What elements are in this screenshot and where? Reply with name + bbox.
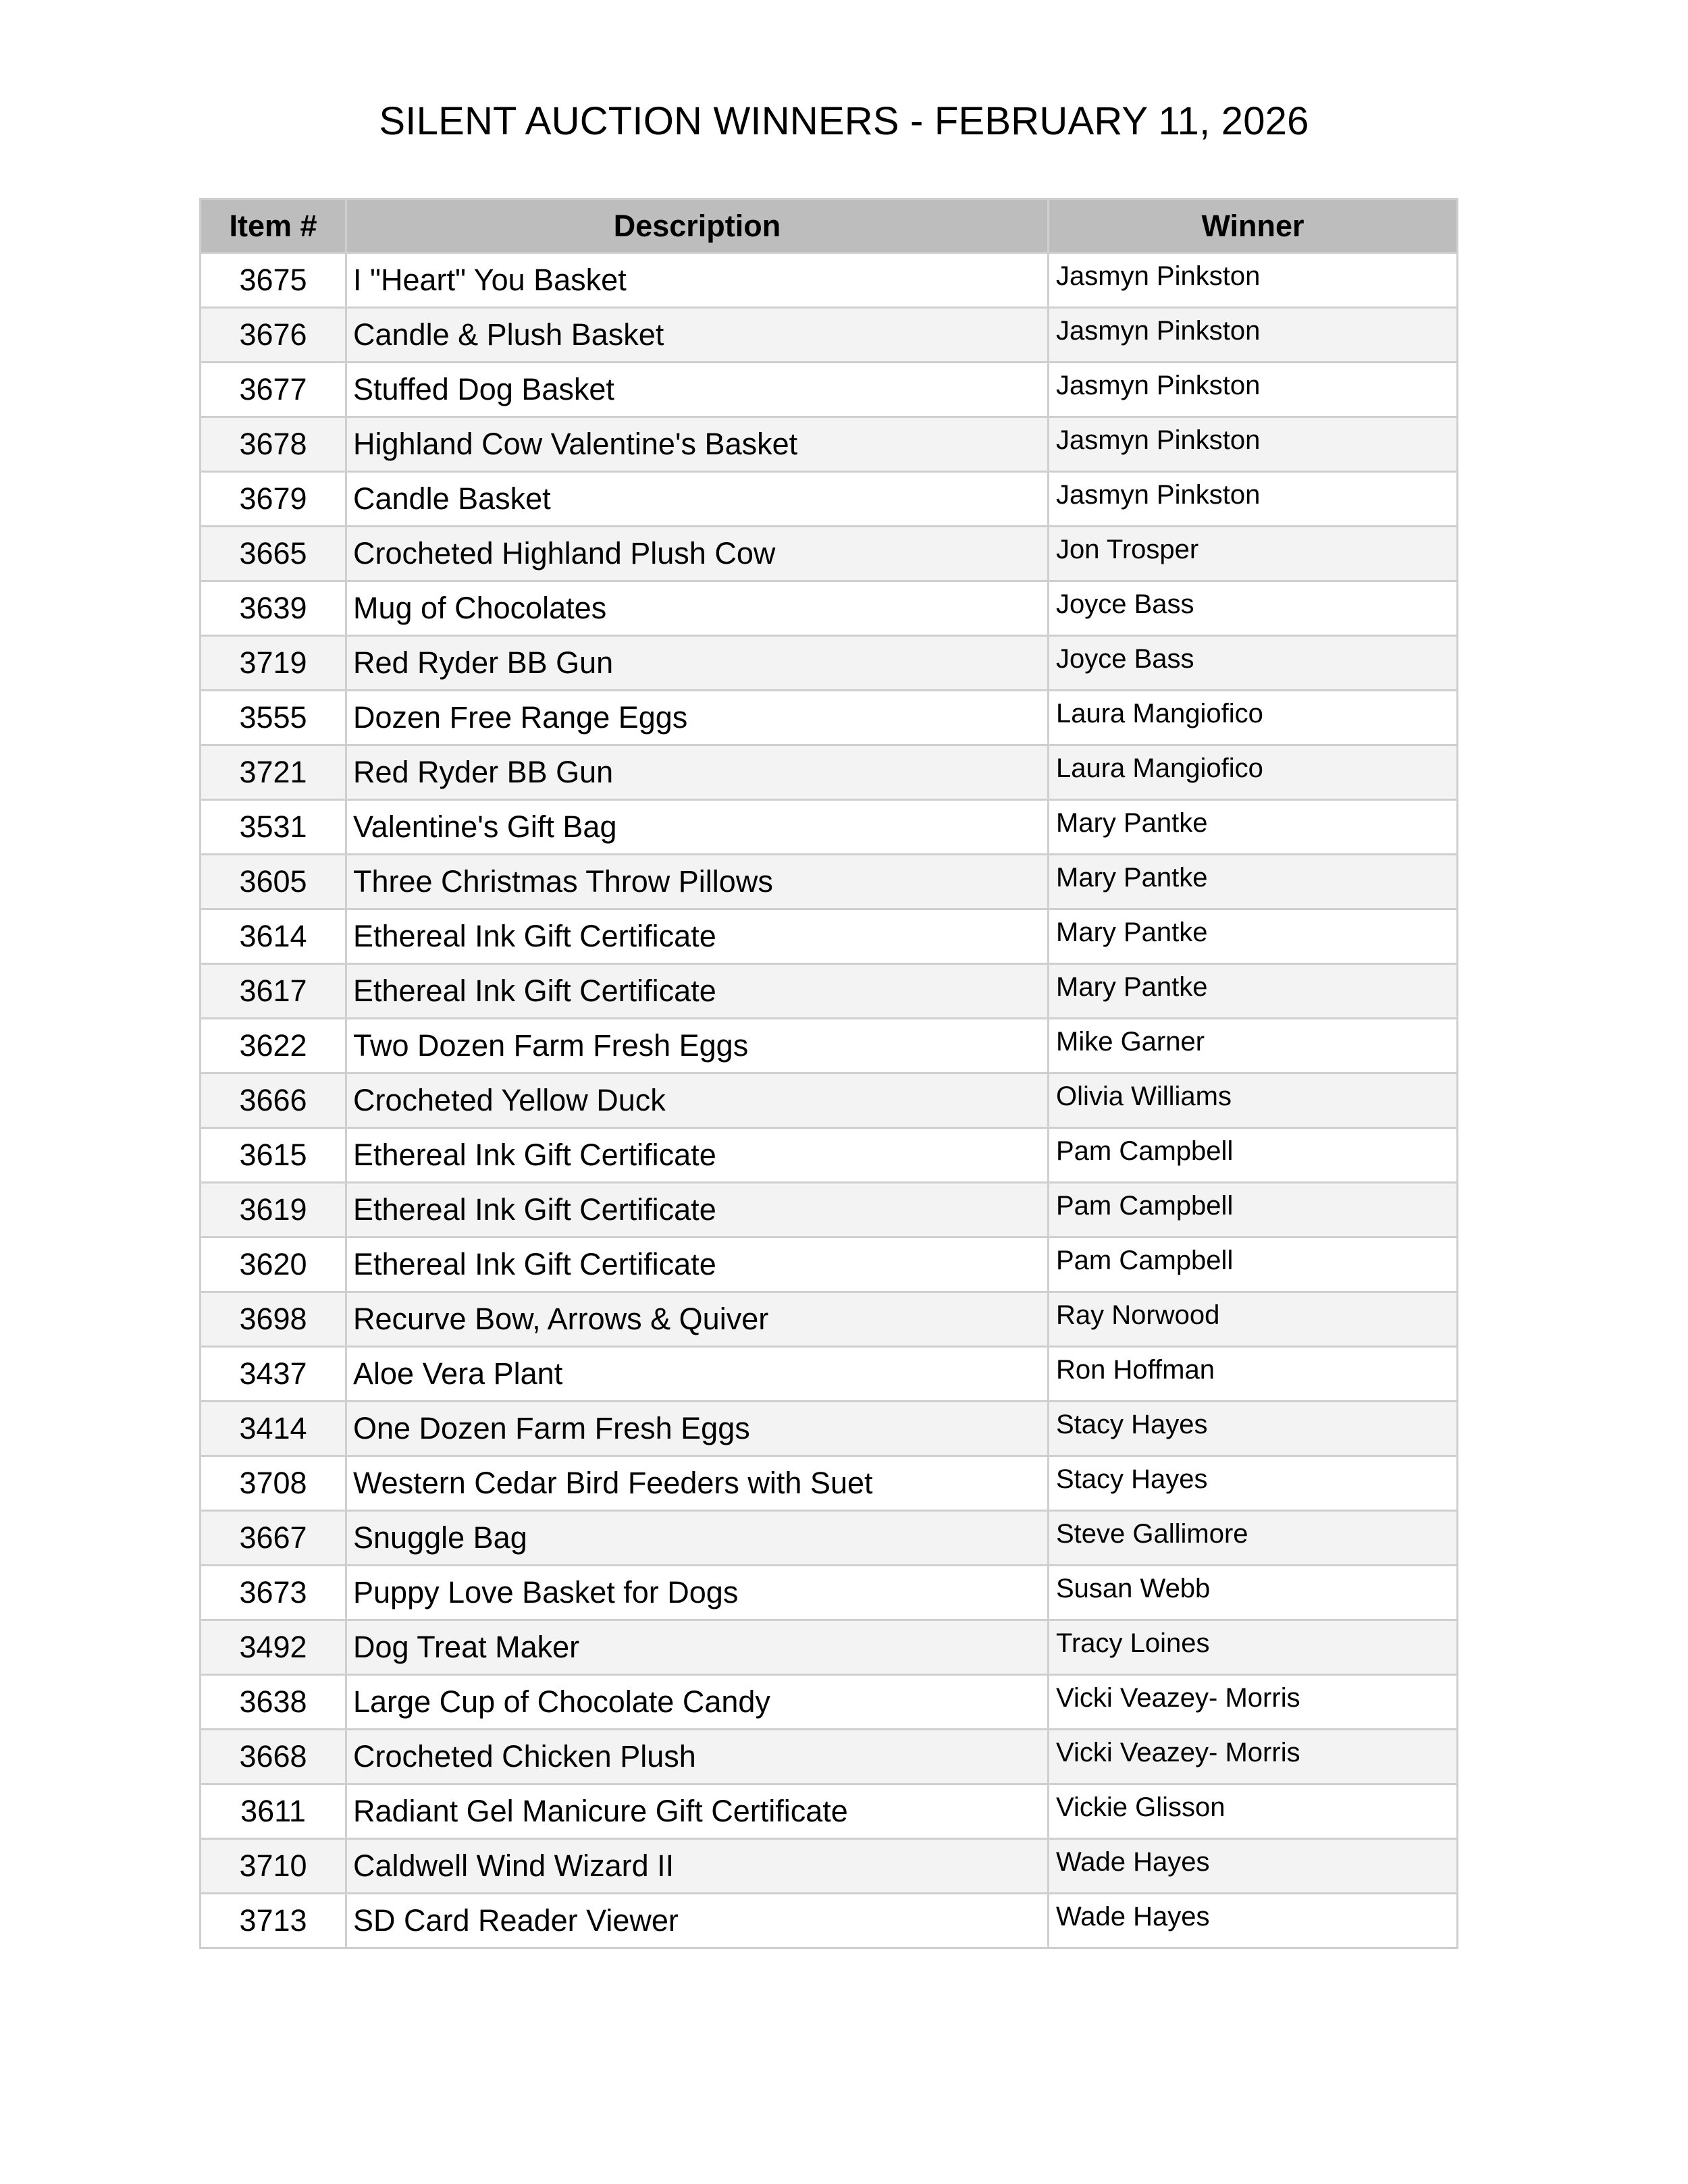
- description-cell: Candle & Plush Basket: [346, 308, 1049, 363]
- winner-name: Mary Pantke: [1056, 862, 1208, 893]
- description-cell: Crocheted Yellow Duck: [346, 1073, 1049, 1128]
- table-row: [201, 1839, 1458, 1894]
- winner-cell: [1049, 745, 1458, 800]
- table-row: [201, 1511, 1458, 1566]
- winner-cell: [1049, 1839, 1458, 1894]
- table-row: [201, 1347, 1458, 1402]
- winner-name: Pam Campbell: [1056, 1245, 1234, 1275]
- item-number-cell: 3667: [201, 1511, 346, 1566]
- winner-name: Olivia Williams: [1056, 1081, 1232, 1111]
- description-cell: Ethereal Ink Gift Certificate: [346, 1237, 1049, 1292]
- item-number-cell: 3710: [201, 1839, 346, 1894]
- description-cell: Mug of Chocolates: [346, 581, 1049, 636]
- table-row: [201, 855, 1458, 909]
- table-body: [201, 253, 1458, 1948]
- winner-cell: [1049, 1730, 1458, 1784]
- description-cell: Caldwell Wind Wizard II: [346, 1839, 1049, 1894]
- winner-name: Vicki Veazey- Morris: [1056, 1737, 1300, 1767]
- table-row: [201, 1675, 1458, 1730]
- winner-name: Jasmyn Pinkston: [1056, 425, 1261, 455]
- description-cell: Ethereal Ink Gift Certificate: [346, 909, 1049, 964]
- winner-cell: [1049, 691, 1458, 745]
- winner-cell: [1049, 909, 1458, 964]
- winner-cell: [1049, 1894, 1458, 1948]
- description-cell: Red Ryder BB Gun: [346, 636, 1049, 691]
- item-number-cell: 3605: [201, 855, 346, 909]
- winner-cell: [1049, 1292, 1458, 1347]
- description-cell: Dog Treat Maker: [346, 1620, 1049, 1675]
- winner-cell: [1049, 964, 1458, 1019]
- description-cell: One Dozen Farm Fresh Eggs: [346, 1402, 1049, 1456]
- winner-name: Steve Gallimore: [1056, 1518, 1248, 1549]
- description-cell: Ethereal Ink Gift Certificate: [346, 1128, 1049, 1183]
- table-header-row: [201, 199, 1458, 253]
- winner-name: Jasmyn Pinkston: [1056, 479, 1261, 510]
- item-number-cell: 3668: [201, 1730, 346, 1784]
- winner-name: Mary Pantke: [1056, 917, 1208, 947]
- description-cell: Large Cup of Chocolate Candy: [346, 1675, 1049, 1730]
- table-row: [201, 964, 1458, 1019]
- winner-cell: [1049, 1183, 1458, 1237]
- description-cell: Crocheted Highland Plush Cow: [346, 527, 1049, 581]
- item-number-cell: 3665: [201, 527, 346, 581]
- description-cell: Dozen Free Range Eggs: [346, 691, 1049, 745]
- header-item-number: Item #: [201, 199, 346, 253]
- table-row: [201, 1730, 1458, 1784]
- description-cell: Two Dozen Farm Fresh Eggs: [346, 1019, 1049, 1073]
- table-row: [201, 1237, 1458, 1292]
- winner-cell: [1049, 1620, 1458, 1675]
- winner-name: Pam Campbell: [1056, 1190, 1234, 1221]
- item-number-cell: 3666: [201, 1073, 346, 1128]
- description-cell: Three Christmas Throw Pillows: [346, 855, 1049, 909]
- winner-cell: [1049, 1128, 1458, 1183]
- winner-cell: [1049, 1402, 1458, 1456]
- item-number-cell: 3531: [201, 800, 346, 855]
- winner-name: Vickie Glisson: [1056, 1792, 1225, 1822]
- description-cell: Stuffed Dog Basket: [346, 363, 1049, 417]
- table-row: [201, 636, 1458, 691]
- table-row: [201, 1894, 1458, 1948]
- item-number-cell: 3614: [201, 909, 346, 964]
- item-number-cell: 3639: [201, 581, 346, 636]
- winner-name: Ron Hoffman: [1056, 1354, 1215, 1385]
- table-row: [201, 1784, 1458, 1839]
- item-number-cell: 3675: [201, 253, 346, 308]
- table-row: [201, 527, 1458, 581]
- item-number-cell: 3555: [201, 691, 346, 745]
- item-number-cell: 3617: [201, 964, 346, 1019]
- item-number-cell: 3719: [201, 636, 346, 691]
- winner-cell: [1049, 1237, 1458, 1292]
- item-number-cell: 3721: [201, 745, 346, 800]
- description-cell: Crocheted Chicken Plush: [346, 1730, 1049, 1784]
- item-number-cell: 3638: [201, 1675, 346, 1730]
- winner-name: Susan Webb: [1056, 1573, 1211, 1603]
- table-row: [201, 1183, 1458, 1237]
- item-number-cell: 3679: [201, 472, 346, 527]
- winner-name: Joyce Bass: [1056, 643, 1194, 674]
- winner-cell: [1049, 417, 1458, 472]
- winner-cell: [1049, 800, 1458, 855]
- winner-cell: [1049, 636, 1458, 691]
- winner-name: Laura Mangiofico: [1056, 698, 1263, 728]
- item-number-cell: 3622: [201, 1019, 346, 1073]
- table-row: [201, 1292, 1458, 1347]
- item-number-cell: 3492: [201, 1620, 346, 1675]
- winner-name: Mary Pantke: [1056, 807, 1208, 838]
- page-title: SILENT AUCTION WINNERS - FEBRUARY 11, 2026: [379, 99, 1309, 143]
- winner-name: Jasmyn Pinkston: [1056, 261, 1261, 291]
- winner-cell: [1049, 1511, 1458, 1566]
- winner-name: Jon Trosper: [1056, 534, 1199, 564]
- header-description: Description: [346, 199, 1049, 253]
- table-row: [201, 745, 1458, 800]
- table-row: [201, 363, 1458, 417]
- description-cell: Red Ryder BB Gun: [346, 745, 1049, 800]
- table-row: [201, 800, 1458, 855]
- winner-name: Mary Pantke: [1056, 971, 1208, 1002]
- table-row: [201, 1073, 1458, 1128]
- item-number-cell: 3708: [201, 1456, 346, 1511]
- winner-cell: [1049, 472, 1458, 527]
- winner-cell: [1049, 855, 1458, 909]
- winner-cell: [1049, 1019, 1458, 1073]
- table-row: [201, 909, 1458, 964]
- item-number-cell: 3615: [201, 1128, 346, 1183]
- winner-cell: [1049, 1456, 1458, 1511]
- winner-cell: [1049, 363, 1458, 417]
- table-row: [201, 691, 1458, 745]
- winner-name: Vicki Veazey- Morris: [1056, 1682, 1300, 1713]
- description-cell: Puppy Love Basket for Dogs: [346, 1566, 1049, 1620]
- table-row: [201, 1566, 1458, 1620]
- winner-cell: [1049, 1073, 1458, 1128]
- description-cell: Western Cedar Bird Feeders with Suet: [346, 1456, 1049, 1511]
- winner-name: Wade Hayes: [1056, 1846, 1210, 1877]
- winner-name: Wade Hayes: [1056, 1901, 1210, 1932]
- description-cell: Valentine's Gift Bag: [346, 800, 1049, 855]
- winner-cell: [1049, 581, 1458, 636]
- item-number-cell: 3619: [201, 1183, 346, 1237]
- table-row: [201, 1402, 1458, 1456]
- table-row: [201, 581, 1458, 636]
- table-row: [201, 308, 1458, 363]
- table-row: [201, 1620, 1458, 1675]
- winner-name: Joyce Bass: [1056, 589, 1194, 619]
- table-row: [201, 253, 1458, 308]
- description-cell: Ethereal Ink Gift Certificate: [346, 964, 1049, 1019]
- winner-cell: [1049, 1675, 1458, 1730]
- winner-cell: [1049, 1784, 1458, 1839]
- winner-name: Jasmyn Pinkston: [1056, 315, 1261, 346]
- winner-cell: [1049, 308, 1458, 363]
- item-number-cell: 3620: [201, 1237, 346, 1292]
- item-number-cell: 3611: [201, 1784, 346, 1839]
- description-cell: Aloe Vera Plant: [346, 1347, 1049, 1402]
- description-cell: Candle Basket: [346, 472, 1049, 527]
- table-row: [201, 1128, 1458, 1183]
- winner-cell: [1049, 527, 1458, 581]
- item-number-cell: 3437: [201, 1347, 346, 1402]
- winner-name: Stacy Hayes: [1056, 1409, 1208, 1439]
- winner-cell: [1049, 1347, 1458, 1402]
- table-row: [201, 472, 1458, 527]
- description-cell: Recurve Bow, Arrows & Quiver: [346, 1292, 1049, 1347]
- item-number-cell: 3676: [201, 308, 346, 363]
- description-cell: Snuggle Bag: [346, 1511, 1049, 1566]
- winner-name: Mike Garner: [1056, 1026, 1205, 1057]
- winner-name: Pam Campbell: [1056, 1136, 1234, 1166]
- table-row: [201, 417, 1458, 472]
- description-cell: Radiant Gel Manicure Gift Certificate: [346, 1784, 1049, 1839]
- winner-name: Stacy Hayes: [1056, 1464, 1208, 1494]
- header-winner: Winner: [1049, 199, 1458, 253]
- winner-cell: [1049, 253, 1458, 308]
- item-number-cell: 3414: [201, 1402, 346, 1456]
- description-cell: SD Card Reader Viewer: [346, 1894, 1049, 1948]
- winner-name: Tracy Loines: [1056, 1628, 1210, 1658]
- table-row: [201, 1456, 1458, 1511]
- winner-name: Ray Norwood: [1056, 1300, 1220, 1330]
- item-number-cell: 3673: [201, 1566, 346, 1620]
- winner-cell: [1049, 1566, 1458, 1620]
- description-cell: Highland Cow Valentine's Basket: [346, 417, 1049, 472]
- table-row: [201, 1019, 1458, 1073]
- description-cell: Ethereal Ink Gift Certificate: [346, 1183, 1049, 1237]
- winners-table: [199, 198, 1458, 1949]
- item-number-cell: 3677: [201, 363, 346, 417]
- item-number-cell: 3713: [201, 1894, 346, 1948]
- item-number-cell: 3698: [201, 1292, 346, 1347]
- item-number-cell: 3678: [201, 417, 346, 472]
- description-cell: I "Heart" You Basket: [346, 253, 1049, 308]
- winner-name: Laura Mangiofico: [1056, 753, 1263, 783]
- winner-name: Jasmyn Pinkston: [1056, 370, 1261, 400]
